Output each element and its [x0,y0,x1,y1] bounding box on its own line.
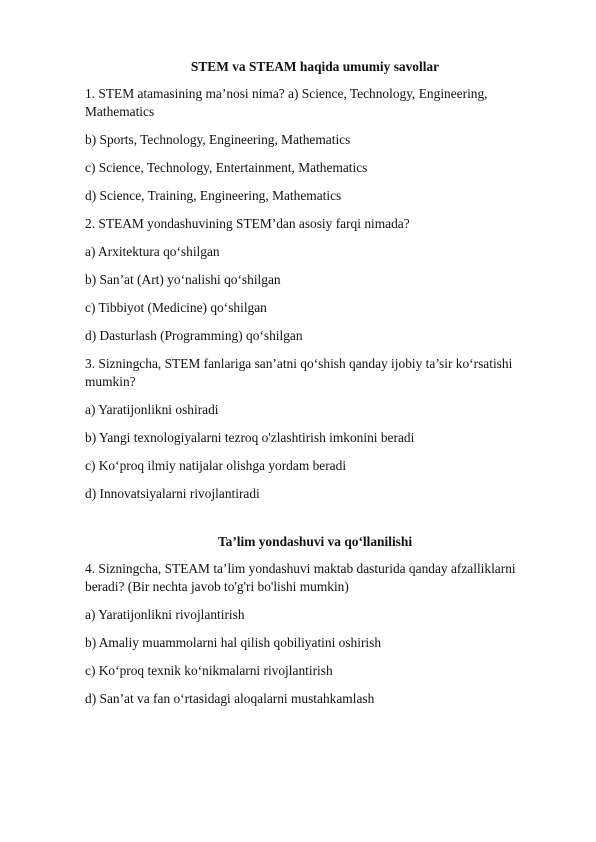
question-2-option-a: a) Arxitektura qo‘shilgan [85,244,220,259]
question-4-option-b: b) Amaliy muammolarni hal qilish qobiliyatini oshirish [85,635,382,650]
question-2-option-d: d) Dasturlash (Programming) qo‘shilgan [85,328,303,343]
question-4-option-c: c) Ko‘proq texnik ko‘nikmalarni rivojlantirish [85,663,333,678]
document-body [85,58,545,718]
section-1-title: STEM va STEAM haqida umumiy savollar [190,59,440,74]
question-4: 4. Sizningcha, STEAM ta’lim yondashuvi maktab dasturida qanday afzalliklarni beradi? (Bir nechta javob to'g'ri bo'lishi mumkin) [85,561,516,594]
question-1-option-d: d) Science, Training, Engineering, Mathematics [85,188,342,203]
question-4-option-a: a) Yaratijonlikni rivojlantirish [85,607,245,622]
question-1-option-c: c) Science, Technology, Entertainment, Mathematics [85,160,368,175]
question-3-option-a: a) Yaratijonlikni oshiradi [85,402,219,417]
question-4-option-d: d) San’at va fan o‘rtasidagi aloqalarni mustahkamlash [85,691,375,706]
question-2-option-b: b) San’at (Art) yo‘nalishi qo‘shilgan [85,272,281,287]
question-2-option-c: c) Tibbiyot (Medicine) qo‘shilgan [85,300,267,315]
question-3-option-c: c) Ko‘proq ilmiy natijalar olishga yordam beradi [85,458,347,473]
section-2-title: Ta’lim yondashuvi va qo‘llanilishi [217,534,413,549]
question-2: 2. STEAM yondashuvining STEM’dan asosiy farqi nimada? [85,216,410,231]
question-1: 1. STEM atamasining ma’nosi nima? a) Science, Technology, Engineering, Mathematics [85,86,488,119]
question-3: 3. Sizningcha, STEM fanlariga san’atni qo‘shish qanday ijobiy ta’sir ko‘rsatishi mumkin? [85,356,513,389]
question-3-option-d: d) Innovatsiyalarni rivojlantiradi [85,486,260,501]
question-3-option-b: b) Yangi texnologiyalarni tezroq o'zlashtirish imkonini beradi [85,430,415,445]
question-1-option-b: b) Sports, Technology, Engineering, Mathematics [85,132,351,147]
